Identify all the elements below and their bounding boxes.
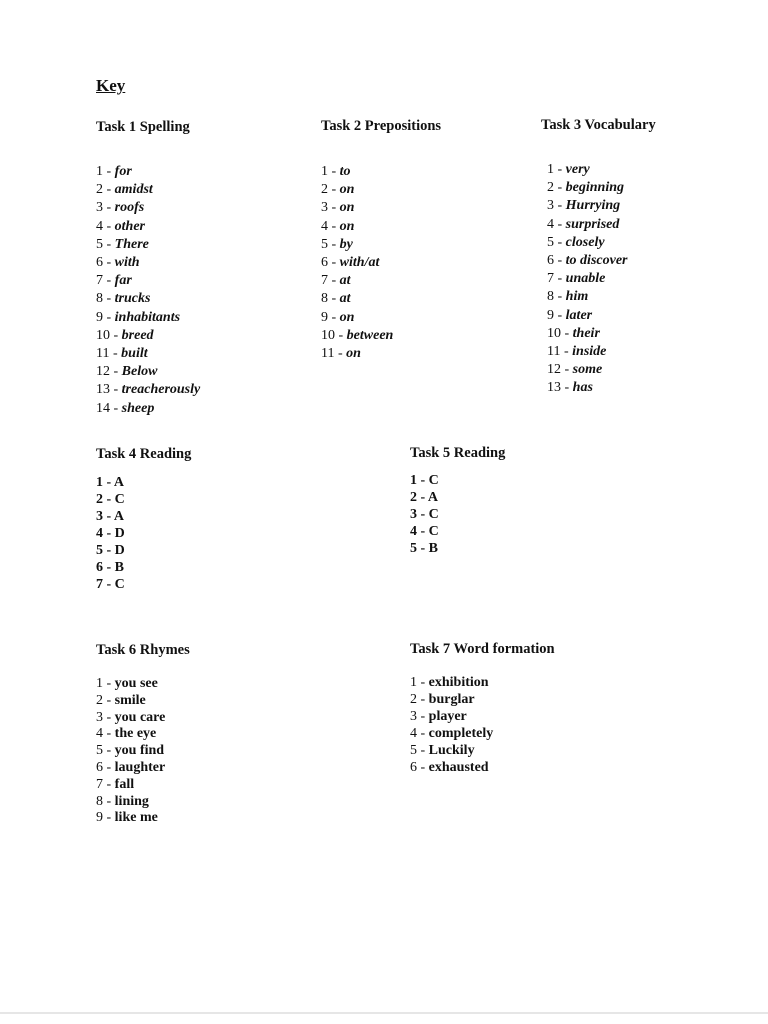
answer-text: surprised bbox=[565, 216, 620, 232]
answer-item bbox=[410, 691, 555, 708]
answer-number: 9 - bbox=[96, 810, 115, 826]
answer-item bbox=[547, 361, 656, 379]
answer-item bbox=[547, 288, 656, 306]
answer-number: 1 - bbox=[96, 676, 115, 691]
answer-number: 7 - bbox=[96, 273, 115, 289]
answer-text: for bbox=[114, 164, 132, 179]
answer-number: 2 - bbox=[410, 490, 428, 505]
answer-number: 1 - bbox=[96, 475, 114, 490]
task-4-title: Task 4 Reading bbox=[96, 446, 192, 462]
answer-item bbox=[96, 508, 191, 525]
answer-item bbox=[321, 345, 441, 363]
task-7-title: Task 7 Word formation bbox=[410, 641, 555, 657]
answer-item bbox=[96, 760, 190, 777]
answer-item bbox=[321, 309, 441, 327]
answer-number: 6 - bbox=[96, 560, 115, 575]
answer-text: amidst bbox=[114, 182, 153, 198]
answer-text: smile bbox=[114, 692, 146, 708]
answer-text: D bbox=[114, 526, 125, 541]
answer-text: built bbox=[121, 346, 148, 362]
answer-text: on bbox=[346, 346, 361, 362]
task-7-section bbox=[410, 640, 555, 776]
task-1-section bbox=[96, 118, 200, 418]
answer-number: 3 - bbox=[321, 200, 340, 216]
answer-item bbox=[321, 327, 441, 345]
answer-number: 4 - bbox=[96, 726, 115, 742]
answer-number: 14 - bbox=[96, 400, 122, 416]
answer-text: very bbox=[565, 162, 590, 177]
answer-text: beginning bbox=[565, 180, 625, 196]
answer-item bbox=[547, 270, 656, 288]
answer-item bbox=[410, 523, 505, 540]
answer-number: 3 - bbox=[96, 509, 114, 524]
answer-number: 5 - bbox=[547, 234, 566, 250]
answer-item bbox=[547, 179, 656, 197]
task-4-answers bbox=[96, 474, 191, 593]
answer-item bbox=[96, 810, 190, 827]
answer-number: 2 - bbox=[410, 692, 429, 707]
answer-text: player bbox=[428, 709, 467, 724]
answer-number: 10 - bbox=[547, 325, 573, 341]
answer-text: Hurrying bbox=[565, 198, 621, 214]
answer-item bbox=[96, 576, 191, 593]
answer-item bbox=[547, 161, 656, 179]
answer-number: 6 - bbox=[96, 759, 115, 775]
answer-item bbox=[96, 400, 200, 418]
answer-number: 3 - bbox=[96, 200, 115, 216]
answer-text: other bbox=[114, 218, 146, 234]
answer-item bbox=[96, 254, 200, 272]
answer-number: 12 - bbox=[96, 364, 122, 380]
answer-number: 8 - bbox=[96, 291, 115, 307]
answer-number: 4 - bbox=[321, 218, 340, 234]
answer-number: 9 - bbox=[321, 309, 340, 325]
answer-number: 8 - bbox=[96, 793, 115, 809]
answer-item bbox=[96, 345, 200, 363]
answer-text: breed bbox=[121, 327, 154, 343]
answer-text: the eye bbox=[114, 726, 157, 742]
answer-item bbox=[547, 343, 656, 361]
answer-item bbox=[547, 234, 656, 252]
answer-item bbox=[96, 559, 191, 576]
answer-item bbox=[410, 759, 555, 776]
answer-text: on bbox=[339, 200, 355, 216]
answer-text: A bbox=[113, 475, 125, 490]
answer-text: Below bbox=[121, 364, 158, 380]
answer-item bbox=[96, 542, 191, 559]
task-1-answers bbox=[96, 163, 200, 418]
page-title: Key bbox=[96, 76, 126, 95]
answer-item bbox=[96, 327, 200, 345]
answer-item bbox=[410, 674, 555, 691]
answer-text: There bbox=[114, 236, 149, 252]
answer-number: 5 - bbox=[321, 236, 340, 252]
answer-number: 4 - bbox=[410, 726, 429, 741]
answer-item bbox=[410, 742, 555, 759]
task-2-title: Task 2 Prepositions bbox=[321, 118, 442, 134]
answer-text: B bbox=[428, 541, 439, 556]
answer-number: 3 - bbox=[96, 709, 115, 725]
answer-text: unable bbox=[565, 271, 606, 287]
answer-number: 7 - bbox=[96, 577, 115, 592]
answer-number: 10 - bbox=[96, 327, 122, 343]
answer-item bbox=[547, 307, 656, 325]
answer-text: you care bbox=[114, 709, 166, 725]
task-7-answers bbox=[410, 674, 555, 776]
answer-item bbox=[547, 379, 656, 397]
answer-number: 1 - bbox=[410, 473, 429, 488]
answer-number: 8 - bbox=[321, 291, 340, 307]
answer-item bbox=[547, 325, 656, 343]
answer-item bbox=[96, 525, 191, 542]
answer-item bbox=[321, 218, 441, 236]
answer-text: laughter bbox=[114, 759, 166, 775]
answer-number: 11 - bbox=[96, 346, 122, 362]
answer-item bbox=[96, 491, 191, 508]
answer-number: 6 - bbox=[321, 255, 340, 271]
answer-item bbox=[96, 181, 200, 199]
answer-item bbox=[96, 163, 200, 181]
task-5-answers bbox=[410, 472, 505, 557]
answer-item bbox=[96, 272, 200, 290]
answer-item bbox=[547, 216, 656, 234]
answer-item bbox=[410, 472, 505, 489]
answer-number: 2 - bbox=[321, 182, 340, 198]
answer-item bbox=[96, 743, 190, 760]
answer-number: 4 - bbox=[410, 524, 429, 539]
task-3-title: Task 3 Vocabulary bbox=[541, 117, 656, 133]
task-3-section bbox=[541, 116, 656, 398]
answer-text: some bbox=[572, 362, 603, 378]
answer-text: their bbox=[572, 325, 600, 341]
answer-item bbox=[321, 272, 441, 290]
answer-number: 9 - bbox=[547, 307, 566, 323]
answer-number: 11 - bbox=[321, 346, 347, 362]
answer-text: at bbox=[339, 291, 351, 307]
answer-text: A bbox=[427, 490, 439, 505]
answer-number: 3 - bbox=[547, 198, 566, 214]
page-bottom-edge bbox=[0, 1012, 768, 1014]
answer-text: you find bbox=[114, 743, 165, 759]
answer-item bbox=[96, 236, 200, 254]
answer-number: 3 - bbox=[410, 507, 429, 522]
answer-number: 7 - bbox=[321, 273, 340, 289]
answer-number: 2 - bbox=[547, 180, 566, 196]
answer-number: 2 - bbox=[96, 182, 115, 198]
answer-number: 4 - bbox=[547, 216, 566, 232]
answer-text: you see bbox=[114, 676, 158, 691]
answer-item bbox=[410, 540, 505, 557]
answer-item bbox=[96, 290, 200, 308]
answer-item bbox=[321, 254, 441, 272]
answer-text: later bbox=[565, 307, 593, 323]
answer-number: 4 - bbox=[96, 526, 115, 541]
answer-number: 10 - bbox=[321, 327, 347, 343]
answer-text: inhabitants bbox=[114, 309, 181, 325]
answer-number: 9 - bbox=[96, 309, 115, 325]
answer-text: trucks bbox=[114, 291, 151, 307]
answer-number: 7 - bbox=[96, 776, 115, 792]
answer-item bbox=[96, 381, 200, 399]
answer-number: 1 - bbox=[321, 164, 340, 179]
answer-text: inside bbox=[572, 344, 607, 360]
task-6-answers bbox=[96, 676, 190, 827]
task-2-section bbox=[321, 117, 441, 363]
answer-text: with bbox=[114, 255, 140, 271]
answer-text: far bbox=[114, 273, 132, 289]
answer-item bbox=[96, 363, 200, 381]
answer-text: on bbox=[339, 218, 355, 234]
task-5-title: Task 5 Reading bbox=[410, 445, 506, 461]
task-6-title: Task 6 Rhymes bbox=[96, 642, 190, 658]
answer-text: B bbox=[114, 560, 125, 575]
answer-number: 5 - bbox=[96, 543, 115, 558]
answer-text: with/at bbox=[339, 255, 380, 271]
answer-item bbox=[96, 726, 190, 743]
answer-text: fall bbox=[114, 776, 135, 792]
answer-number: 4 - bbox=[96, 218, 115, 234]
answer-text: by bbox=[339, 236, 353, 252]
answer-item bbox=[96, 710, 190, 727]
task-3-answers bbox=[547, 161, 656, 398]
answer-text: roofs bbox=[114, 200, 145, 216]
answer-number: 5 - bbox=[410, 541, 429, 556]
answer-text: completely bbox=[428, 726, 494, 741]
answer-number: 5 - bbox=[96, 743, 115, 759]
answer-number: 2 - bbox=[96, 492, 115, 507]
answer-item bbox=[321, 290, 441, 308]
answer-text: treacherously bbox=[121, 382, 201, 398]
answer-item bbox=[321, 181, 441, 199]
answer-number: 13 - bbox=[547, 380, 573, 396]
answer-text: on bbox=[339, 309, 355, 325]
answer-item bbox=[321, 163, 441, 181]
answer-item bbox=[410, 489, 505, 506]
answer-text: C bbox=[428, 473, 439, 488]
task-4-section bbox=[96, 445, 191, 593]
answer-item bbox=[410, 708, 555, 725]
answer-item bbox=[96, 676, 190, 693]
answer-item bbox=[410, 506, 505, 523]
answer-item bbox=[96, 794, 190, 811]
answer-number: 6 - bbox=[410, 760, 429, 775]
answer-item bbox=[96, 474, 191, 491]
answer-text: exhausted bbox=[428, 760, 489, 775]
answer-text: closely bbox=[565, 234, 605, 250]
answer-text: D bbox=[114, 543, 125, 558]
answer-text: to discover bbox=[565, 253, 628, 269]
task-6-section bbox=[96, 641, 190, 827]
answer-text: A bbox=[113, 509, 125, 524]
task-2-answers bbox=[321, 163, 441, 363]
answer-number: 6 - bbox=[547, 253, 566, 269]
answer-item bbox=[96, 693, 190, 710]
answer-number: 12 - bbox=[547, 362, 573, 378]
answer-item bbox=[96, 777, 190, 794]
answer-text: at bbox=[339, 273, 351, 289]
answer-text: like me bbox=[114, 810, 158, 826]
answer-text: between bbox=[346, 327, 394, 343]
answer-item bbox=[547, 252, 656, 270]
answer-number: 11 - bbox=[547, 344, 573, 360]
answer-number: 1 - bbox=[96, 164, 115, 179]
answer-item bbox=[96, 309, 200, 327]
answer-text: exhibition bbox=[428, 675, 489, 690]
answer-item bbox=[410, 725, 555, 742]
task-1-title: Task 1 Spelling bbox=[96, 119, 190, 135]
answer-number: 7 - bbox=[547, 271, 566, 287]
answer-text: burglar bbox=[428, 692, 475, 707]
task-5-section bbox=[410, 444, 505, 557]
answer-text: has bbox=[572, 380, 593, 396]
answer-text: C bbox=[428, 507, 439, 522]
answer-number: 1 - bbox=[410, 675, 429, 690]
answer-text: C bbox=[114, 577, 125, 592]
answer-text: lining bbox=[114, 793, 149, 809]
answer-number: 6 - bbox=[96, 255, 115, 271]
answer-text: C bbox=[114, 492, 125, 507]
answer-item bbox=[547, 197, 656, 215]
answer-number: 3 - bbox=[410, 709, 429, 724]
answer-item bbox=[321, 236, 441, 254]
answer-number: 5 - bbox=[96, 236, 115, 252]
answer-text: C bbox=[428, 524, 439, 539]
answer-number: 8 - bbox=[547, 289, 566, 305]
answer-text: him bbox=[565, 289, 589, 305]
answer-number: 13 - bbox=[96, 382, 122, 398]
answer-text: on bbox=[339, 182, 355, 198]
answer-item bbox=[96, 218, 200, 236]
answer-item bbox=[96, 199, 200, 217]
answer-text: Luckily bbox=[428, 743, 475, 758]
answer-number: 5 - bbox=[410, 743, 429, 758]
answer-item bbox=[321, 199, 441, 217]
answer-text: sheep bbox=[121, 400, 155, 416]
answer-text: to bbox=[339, 164, 351, 179]
answer-number: 1 - bbox=[547, 162, 566, 177]
answer-number: 2 - bbox=[96, 692, 115, 708]
